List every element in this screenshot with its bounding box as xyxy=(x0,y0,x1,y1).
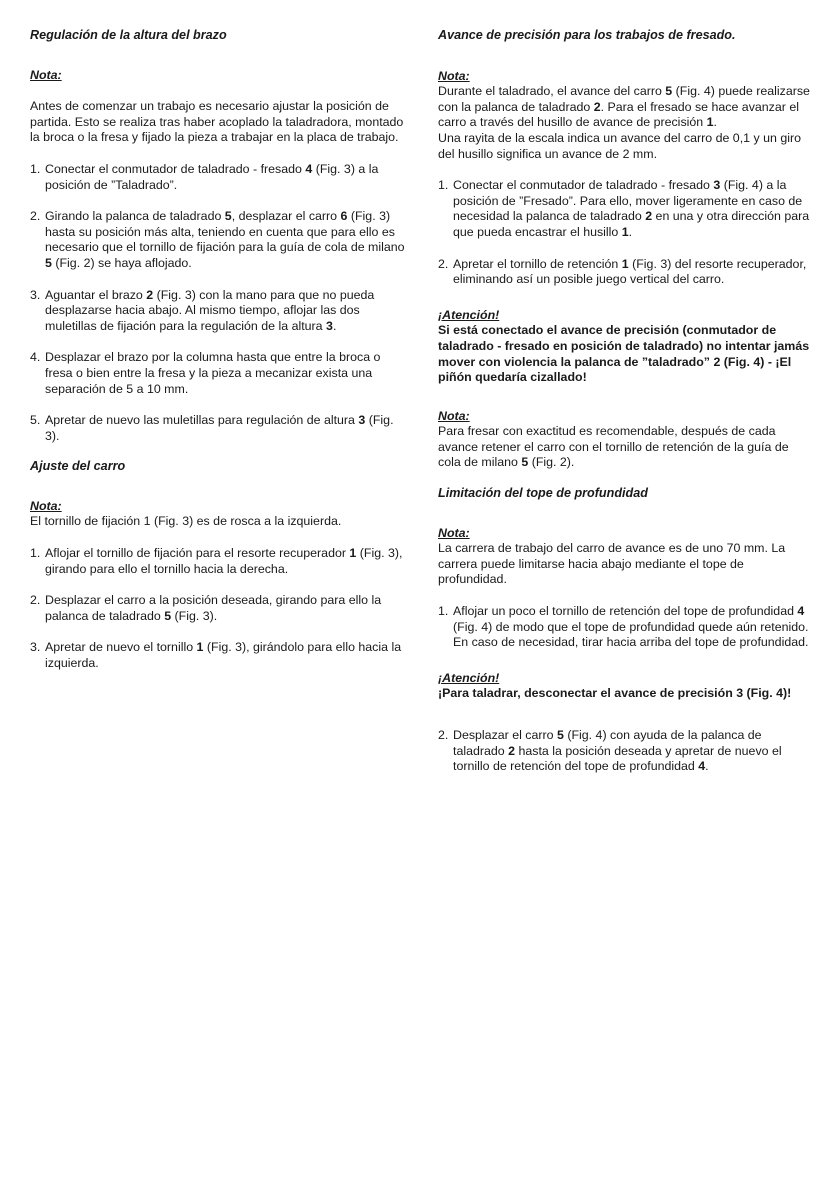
step-text: Desplazar el carro 5 (Fig. 4) con ayuda de la palanca de taladrado 2 hasta la posición deseada y apretar de nuevo el tornillo de retención del tope de profundidad 4. xyxy=(453,728,782,774)
list-item xyxy=(438,178,812,240)
step-number: 2. xyxy=(30,209,41,224)
step-number: 1. xyxy=(30,161,41,176)
nota-label: Nota: xyxy=(438,408,470,423)
atencion-label: ¡Atención! xyxy=(438,670,500,685)
step-number: 5. xyxy=(30,413,41,428)
atencion-warning-text: Si está conectado el avance de precisión (conmutador de taladrado - fresado en posición de taladrado) no intentar jamás mover con violencia la palanca de ”taladrado” 2 (Fig. 4) - ¡El piñón quedaría cizallado! xyxy=(438,323,810,385)
step-text: Apretar de nuevo el tornillo 1 (Fig. 3), girándolo para ello hacia la izquierda. xyxy=(45,640,402,671)
left-column xyxy=(30,24,406,672)
steps-depth-stop-2 xyxy=(438,728,812,775)
right-column xyxy=(438,24,812,775)
step-text: Aflojar el tornillo de fijación para el resorte recuperador 1 (Fig. 3), girando para ello el tornillo hacia la derecha. xyxy=(45,546,403,576)
list-item xyxy=(438,257,812,288)
list-item xyxy=(30,288,406,335)
nota-precision-text: Durante el taladrado, el avance del carro 5 (Fig. 4) puede realizarse con la palanca de taladrado 2. Para el fresado se hace avanzar el carro a través del husillo de avance de precisión 1. xyxy=(438,84,810,130)
nota-exactness-text: Para fresar con exactitud es recomendable, después de cada avance retener el carro con el tornillo de retención de la guía de cola de milano 5 (Fig. 2). xyxy=(438,424,789,470)
step-number: 4. xyxy=(30,350,41,365)
list-item xyxy=(30,546,406,577)
step-text: Apretar el tornillo de retención 1 (Fig. 3) del resorte recuperador, eliminando así un posible juego vertical del carro. xyxy=(453,256,807,287)
step-text: Desplazar el brazo por la columna hasta que entre la broca o fresa o bien entre la fresa y la pieza a mecanizar exista una separación de 5 a 10 mm. xyxy=(45,350,381,396)
nota-precision-scale: Una rayita de la escala indica un avance del carro de 0,1 y un giro del husillo significa un avance de 2 mm. xyxy=(438,130,801,161)
step-text: Aguantar el brazo 2 (Fig. 3) con la mano para que no pueda desplazarse hacia abajo. Al mismo tiempo, aflojar las dos muletillas de fijación para la regulación de la altura 3. xyxy=(45,287,375,333)
nota-carriage-text: El tornillo de fijación 1 (Fig. 3) es de rosca a la izquierda. xyxy=(30,514,342,529)
intro-paragraph: Antes de comenzar un trabajo es necesario ajustar la posición de partida. Esto se realiza tras haber acoplado la taladradora, montado la broca o la fresa y fijado la pieza a trabajar en la placa de trabajo. xyxy=(30,99,404,145)
nota-depth-text: La carrera de trabajo del carro de avance es de uno 70 mm. La carrera puede limitarse hacia abajo mediante el tope de profundidad. xyxy=(438,541,786,587)
step-text: Apretar de nuevo las muletillas para regulación de altura 3 (Fig. 3). xyxy=(45,413,394,443)
step-number: 3. xyxy=(30,287,41,302)
list-item xyxy=(30,593,406,624)
section-title-precision-feed: Avance de precisión para los trabajos de fresado. xyxy=(438,28,736,42)
step-number: 2. xyxy=(438,728,449,742)
atencion-label: ¡Atención! xyxy=(438,307,500,322)
step-text: Aflojar un poco el tornillo de retención del tope de profundidad 4 (Fig. 4) de modo que el tope de profundidad quede aún retenido. En caso de necesidad, tirar hacia arriba del tope de profundidad. xyxy=(453,604,809,650)
list-item xyxy=(438,604,812,651)
steps-arm-height xyxy=(30,162,406,444)
steps-depth-stop xyxy=(438,604,812,651)
nota-label: Nota: xyxy=(438,525,470,540)
section-title-carriage: Ajuste del carro xyxy=(30,459,126,474)
section-title-arm-height: Regulación de la altura del brazo xyxy=(30,28,227,42)
steps-precision-feed xyxy=(438,178,812,288)
list-item xyxy=(438,728,812,775)
step-text: Conectar el conmutador de taladrado - fresado 3 (Fig. 4) a la posición de ”Fresado”. Para ello, mover ligeramente en caso de necesidad la palanca de taladrado 2 en una y otra dirección para que pueda encastrar el husillo 1. xyxy=(453,178,810,239)
step-number: 1. xyxy=(30,546,41,561)
nota-label: Nota: xyxy=(30,67,62,82)
nota-label: Nota: xyxy=(438,68,470,83)
step-text: Conectar el conmutador de taladrado - fresado 4 (Fig. 3) a la posición de ”Taladrado”. xyxy=(45,161,379,192)
step-number: 1. xyxy=(438,604,449,619)
list-item xyxy=(30,413,406,444)
list-item xyxy=(30,350,406,397)
atencion-drilling-text: ¡Para taladrar, desconectar el avance de precisión 3 (Fig. 4)! xyxy=(438,686,792,701)
step-number: 2. xyxy=(438,256,449,271)
list-item xyxy=(30,162,406,193)
list-item xyxy=(30,209,406,271)
step-number: 2. xyxy=(30,593,41,608)
step-number: 3. xyxy=(30,640,41,655)
steps-carriage xyxy=(30,546,406,672)
step-text: Desplazar el carro a la posición deseada, girando para ello la palanca de taladrado 5 (Fig. 3). xyxy=(45,593,382,623)
step-number: 1. xyxy=(438,178,449,193)
nota-label: Nota: xyxy=(30,498,62,513)
section-title-depth-stop: Limitación del tope de profundidad xyxy=(438,486,648,501)
list-item xyxy=(30,640,406,671)
step-text: Girando la palanca de taladrado 5, desplazar el carro 6 (Fig. 3) hasta su posición más alta, teniendo en cuenta que para ello es necesario que el tornillo de fijación para la guía de cola de milano 5 (Fig. 2) se haya aflojado. xyxy=(45,209,405,270)
